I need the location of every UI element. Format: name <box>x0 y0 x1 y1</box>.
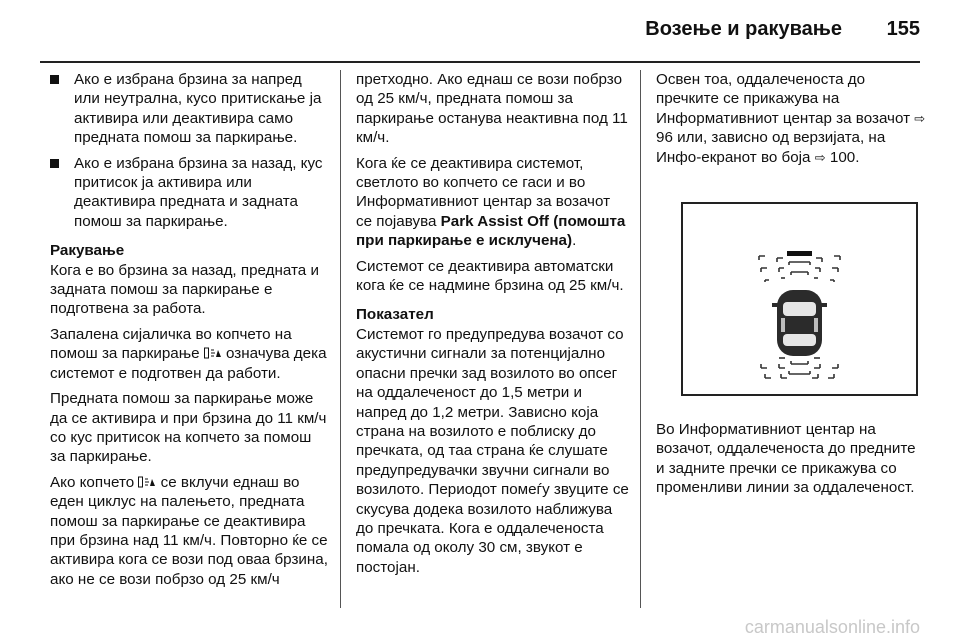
page-reference-arrow-icon: ⇨ <box>814 149 826 165</box>
page-reference[interactable]: 100. <box>829 148 860 166</box>
park-assist-icon <box>204 347 222 359</box>
page-reference-arrow-icon: ⇨ <box>914 110 926 126</box>
watermark: carmanualsonline.info <box>744 617 920 637</box>
header-rule <box>40 61 920 63</box>
paragraph: Системот се деактивира автоматски кога ќе се надмине брзина од 25 км/ч. <box>356 257 624 295</box>
park-assist-display-figure <box>681 202 918 396</box>
paragraph: Кога ќе се деактивира системот, светлото во копчето се гаси и во Информативниот центар за возачот се појавува Park Assist Off (помошта при паркирање е исклучена). <box>356 154 626 250</box>
section-heading: Показател <box>356 306 434 324</box>
display-message: Park Assist Off (помошта при паркирање е исклучена) <box>356 212 626 250</box>
column-3-lower <box>656 420 926 504</box>
column-1 <box>50 70 330 595</box>
column-divider-2 <box>640 70 641 608</box>
bullet-item: Ако е избрана брзина за назад, кус притисок ја активира или деактивира предната и задната помош за паркирање. <box>50 154 330 232</box>
column-divider-1 <box>340 70 341 608</box>
paragraph: Во Информативниот центар на возачот, оддалеченоста до предните и задните пречки се прикажува со променливи линии за оддалеченост. <box>656 421 916 497</box>
park-assist-display-illustration <box>681 202 918 396</box>
page-number: 155 <box>886 18 920 40</box>
bullet-item: Ако е избрана брзина за напред или неутрална, кусо притискање ја активира или деактивира само предната помош за паркирање. <box>50 70 330 148</box>
column-2 <box>356 70 630 583</box>
column-3 <box>656 70 926 173</box>
paragraph: претходно. Ако еднаш се вози побрзо од 25 км/ч, предната помош за паркирање останува неактивна под 11 км/ч. <box>356 71 628 147</box>
bullet-square-icon <box>50 75 59 84</box>
paragraph: Предната помош за паркирање може да се активира и при брзина до 11 км/ч со кус притисок на копчето за помош за паркирање. <box>50 390 327 466</box>
paragraph: Системот го предупредува возачот со акустични сигнали за потенцијално опасни пречки зад возилото во опсег на оддалеченост до 1,5 метри и напред до 1,2 метри. Зависно која страна на возилото е поблиску до пречката, од таа страна ќе слушате предупредувачки звучни сигнали во возилото. Периодот помеѓу звуците се скусува додека возилото наближува до пречката. Кога е оддалеченоста помала од околу 30 см, звукот е постојан. <box>356 325 629 576</box>
paragraph: Кога е во брзина за назад, предната и задната помош за паркирање е подготвена за работа. <box>50 261 319 318</box>
section-heading: Ракување <box>50 242 125 260</box>
bullet-square-icon <box>50 159 59 168</box>
page-reference[interactable]: 96 <box>656 129 673 147</box>
header-title: Возење и ракување <box>645 18 842 40</box>
paragraph: Освен тоа, оддалеченоста до пречките се прикажува на Информативниот центар за возачот ⇨ 96 или, зависно од верзијата, на Инфо-екранот во боја ⇨ 100. <box>656 71 926 166</box>
paragraph: Запалена сијаличка во копчето на помош за паркирање означува дека системот е подготвен да работи. <box>50 325 327 382</box>
page-header <box>0 0 960 58</box>
paragraph: Ако копчето се вклучи еднаш во еден циклус на палењето, предната помош за паркирање се деактивира при брзина над 11 км/ч. Повторно ќе се активира кога се вози под оваа брзина, ако не се вози побрзо од 25 км/ч <box>50 473 328 588</box>
park-assist-icon <box>138 476 156 488</box>
